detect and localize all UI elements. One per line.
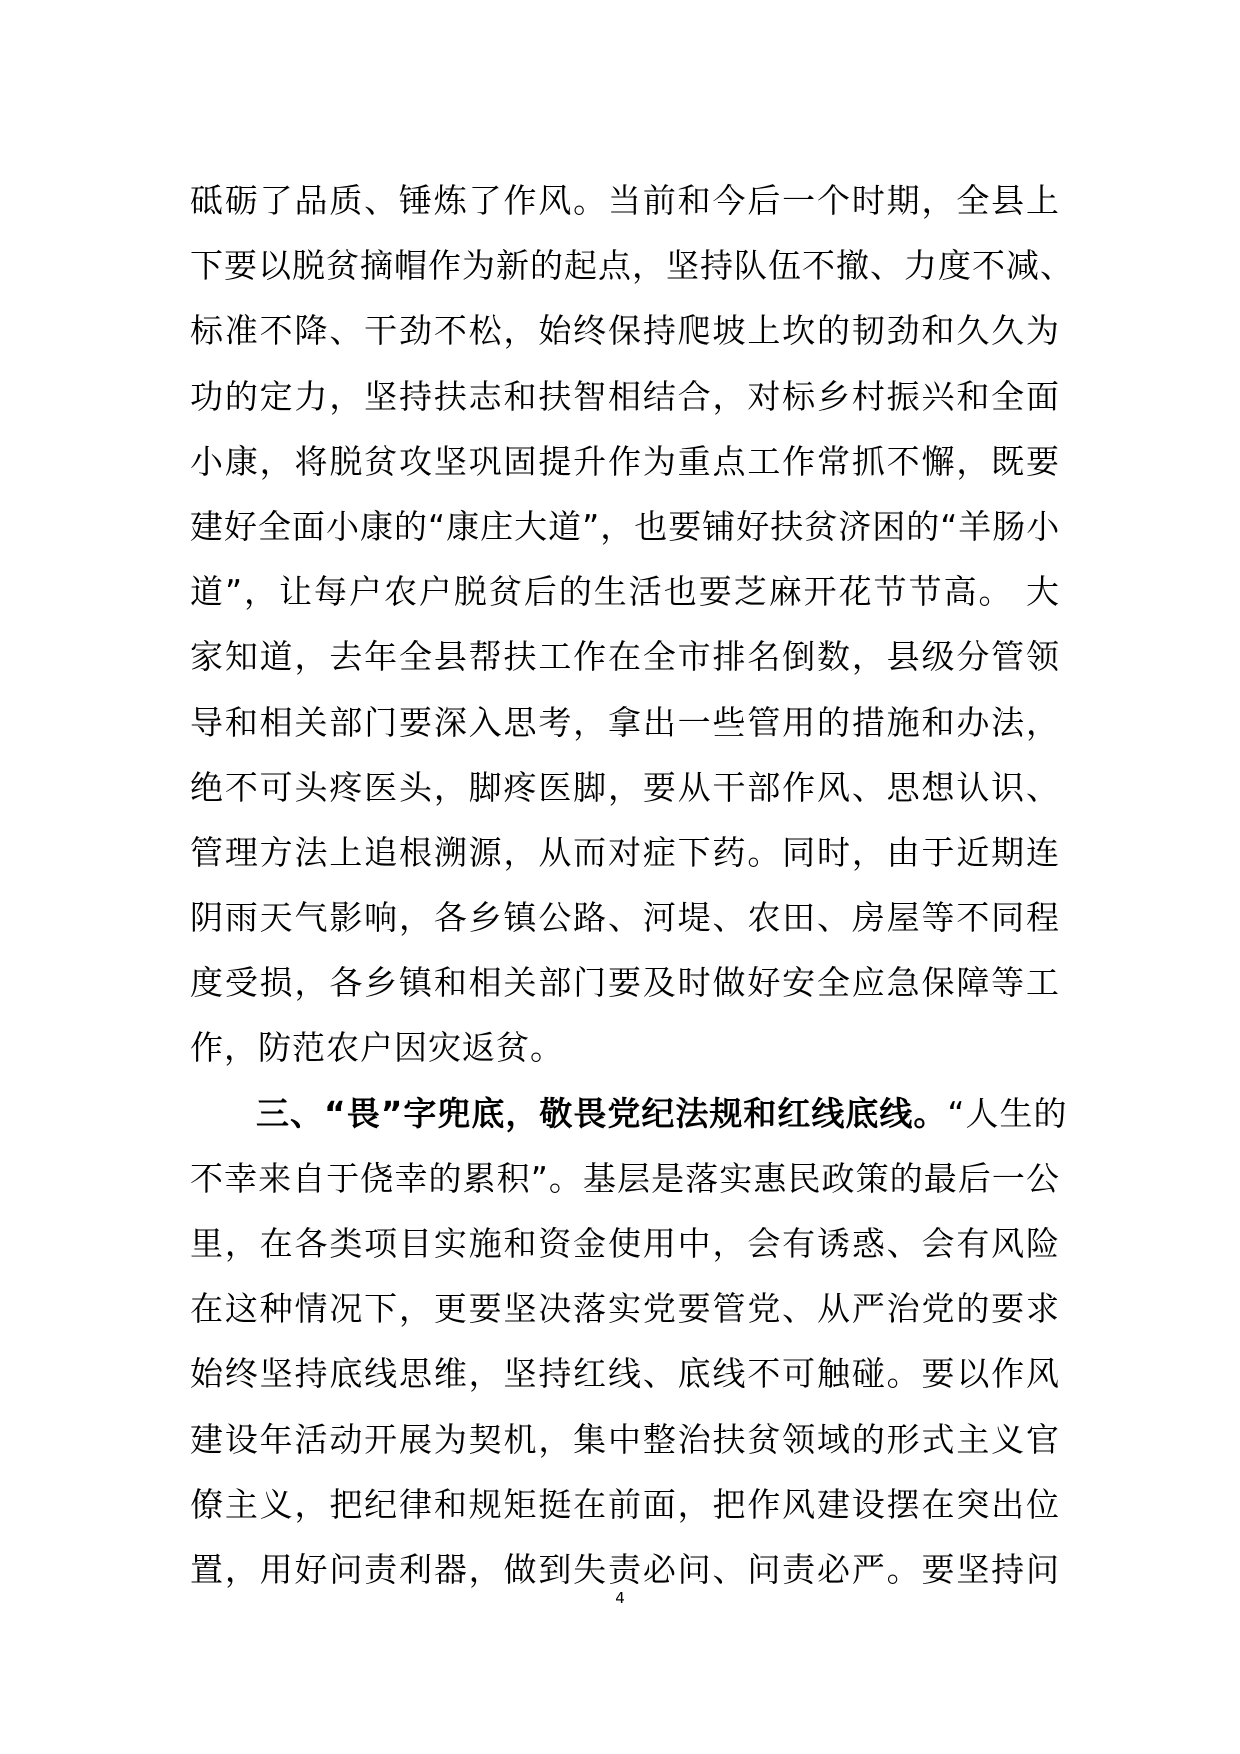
text-line: 阴雨天气影响，各乡镇公路、河堤、农田、房屋等不同程 <box>190 898 1060 938</box>
text-line: 道”，让每户农户脱贫后的生活也要芝麻开花节节高。 大 <box>190 572 1060 612</box>
text-line: 置，用好问责利器，做到失责必问、问责必严。要坚持问 <box>190 1549 1060 1589</box>
text-line: 下要以脱贫摘帽作为新的起点，坚持队伍不撤、力度不减、 <box>190 246 1074 286</box>
text-line: 不幸来自于侥幸的累积”。基层是落实惠民政策的最后一公 <box>190 1158 1060 1198</box>
text-line: 绝不可头疼医头，脚疼医脚，要从干部作风、思想认识、 <box>190 767 1060 807</box>
text-line: 建好全面小康的“康庄大道”，也要铺好扶贫济困的“羊肠小 <box>190 506 1061 546</box>
text-line: 僚主义，把纪律和规矩挺在前面，把作风建设摆在突出位 <box>190 1484 1060 1524</box>
text-line: 小康，将脱贫攻坚巩固提升作为重点工作常抓不懈，既要 <box>190 441 1060 481</box>
body-text <box>190 168 1074 1602</box>
text-line: 始终坚持底线思维，坚持红线、底线不可触碰。要以作风 <box>190 1354 1060 1394</box>
text-line: 管理方法上追根溯源，从而对症下药。同时，由于近期连 <box>190 832 1060 872</box>
text-line: 作，防范农户因灾返贫。 <box>190 1028 564 1068</box>
text-line: 导和相关部门要深入思考，拿出一些管用的措施和办法， <box>190 702 1060 742</box>
text-line: 家知道，去年全县帮扶工作在全市排名倒数，县级分管领 <box>190 637 1060 677</box>
section-heading-tail: “人生的 <box>947 1093 1068 1133</box>
section-heading-line <box>190 1081 1068 1146</box>
text-line: 在这种情况下，更要坚决落实党要管党、从严治党的要求 <box>190 1289 1060 1329</box>
text-line: 里，在各类项目实施和资金使用中，会有诱惑、会有风险 <box>190 1224 1060 1263</box>
page-number: 4 <box>615 1589 625 1607</box>
text-line: 建设年活动开展为契机，集中整治扶贫领域的形式主义官 <box>190 1419 1060 1459</box>
text-line: 砥砺了品质、锤炼了作风。当前和今后一个时期，全县上 <box>190 181 1060 220</box>
section-heading: 三、“畏”字兜底，敬畏党纪法规和红线底线。 <box>256 1093 948 1133</box>
text-line: 功的定力，坚持扶志和扶智相结合，对标乡村振兴和全面 <box>190 376 1060 416</box>
text-line: 度受损，各乡镇和相关部门要及时做好安全应急保障等工 <box>190 963 1060 1003</box>
text-line: 标准不降、干劲不松，始终保持爬坡上坎的韧劲和久久为 <box>190 311 1060 351</box>
